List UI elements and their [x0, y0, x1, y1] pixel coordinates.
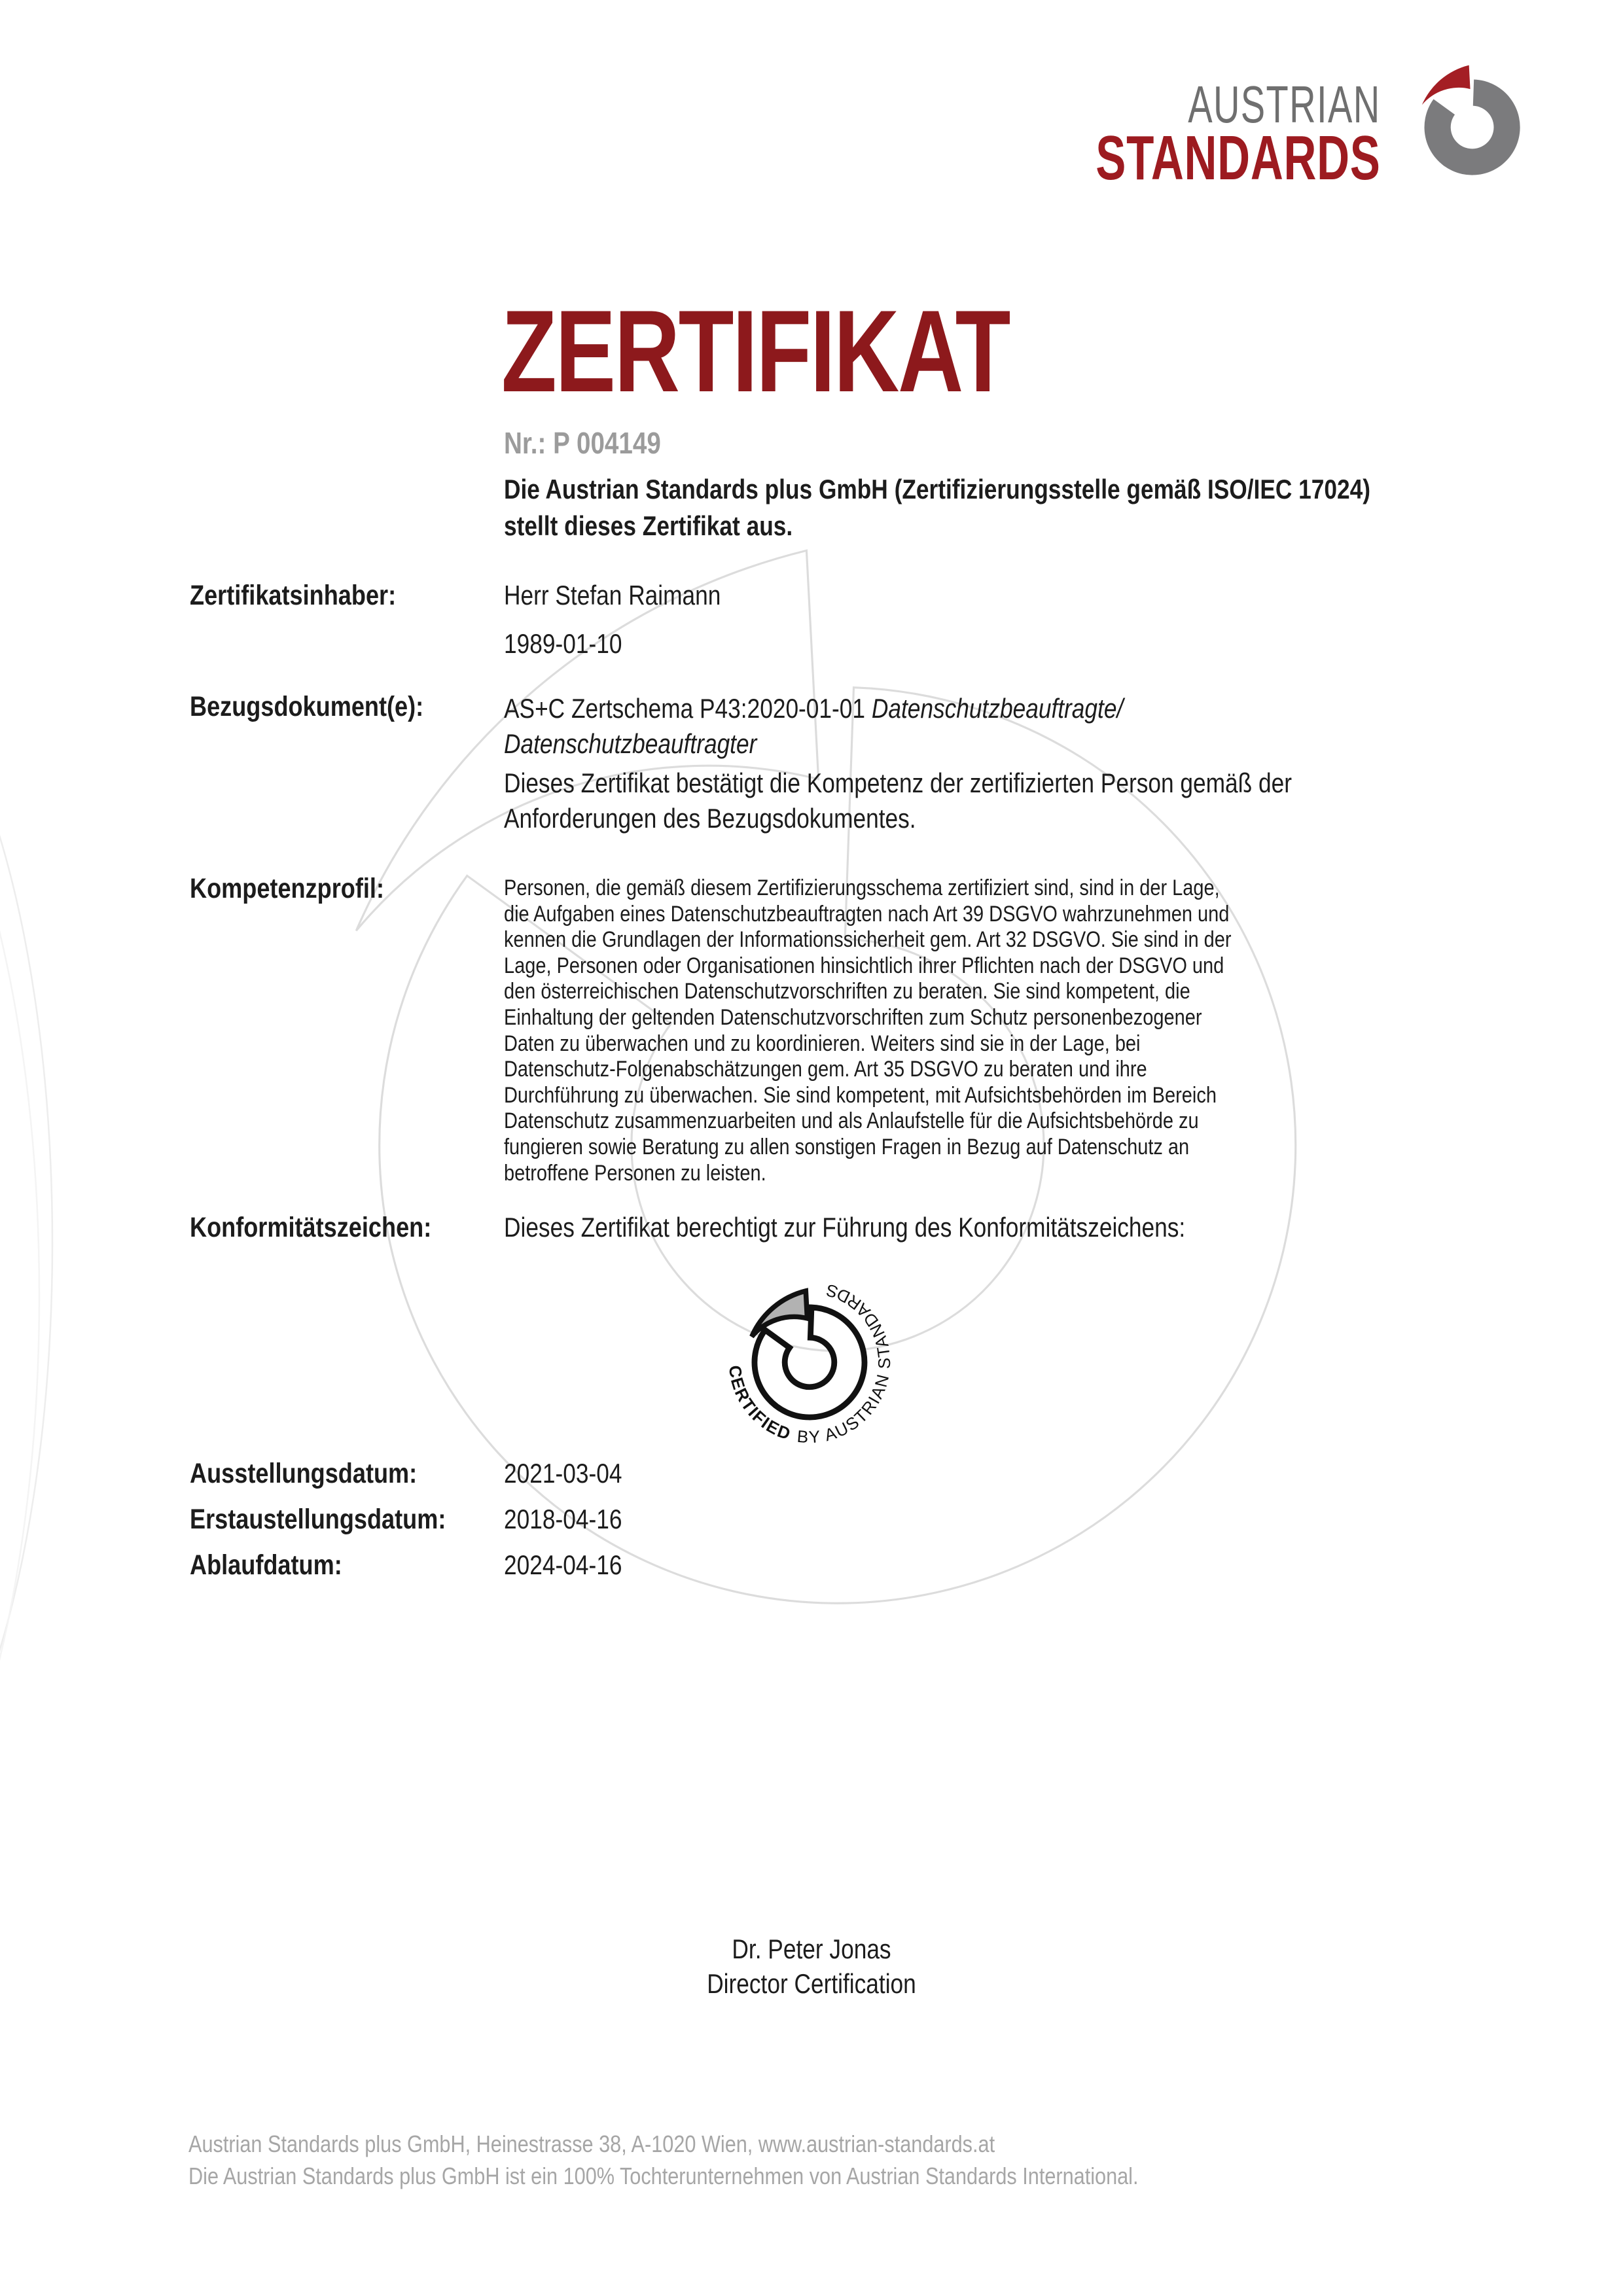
reference-label: Bezugsdokument(e): [190, 691, 424, 722]
logo-swoosh-icon [1422, 65, 1471, 105]
certificate-number: Nr.: P 004149 [504, 426, 661, 460]
reference-code: AS+C Zertschema P43:2020-01-01 [504, 693, 872, 724]
seal-text-certified: CERTIFIED [724, 1364, 794, 1444]
competence-label: Kompetenzprofil: [190, 873, 384, 904]
text-line: kennen die Grundlagen der Informationssicherheit gem. Art 32 DSGVO. Sie sind in der [504, 927, 1232, 953]
text-line: Personen, die gemäß diesem Zertifizierungsschema zertifiziert sind, sind in der Lage, [504, 875, 1220, 900]
logo-word-austrian: AUSTRIAN [1188, 75, 1381, 133]
austrian-standards-logo [985, 69, 1525, 193]
text-line: Daten zu überwachen und zu koordinieren. Weiters sind sie in der Lage, bei [504, 1031, 1141, 1056]
text-line: Durchführung zu überwachen. Sie sind kompetent, mit Aufsichtsbehörden im Bereich [504, 1082, 1217, 1108]
issuer-statement [504, 471, 1370, 544]
text-line: die Aufgaben eines Datenschutzbeauftragten nach Art 39 DSGVO wahrzunehmen und [504, 901, 1230, 927]
conformity-label: Konformitätszeichen: [190, 1212, 432, 1243]
text-line: Die Austrian Standards plus GmbH (Zertifizierungsstelle gemäß ISO/IEC 17024) [504, 474, 1370, 504]
holder-name: Herr Stefan Raimann [504, 580, 721, 610]
text-line: Dieses Zertifikat bestätigt die Kompetenz der zertifizierten Person gemäß der [504, 768, 1292, 798]
edge-watermark-arcs [0, 589, 170, 2094]
holder-birthdate: 1989-01-10 [504, 628, 622, 659]
expiry-date-label: Ablaufdatum: [190, 1549, 342, 1581]
austrian-standards-ring-icon [1400, 60, 1525, 180]
text-line: Austrian Standards plus GmbH, Heinestrasse 38, A-1020 Wien, www.austrian-standards.at [188, 2130, 995, 2157]
text-line: den österreichischen Datenschutzvorschriften zu beraten. Sie sind kompetent, die [504, 979, 1190, 1004]
text-line: Dr. Peter Jonas [732, 1934, 891, 1964]
first-issue-date-label: Erstaustellungsdatum: [190, 1504, 446, 1535]
issue-date-label: Ausstellungsdatum: [190, 1458, 418, 1489]
text-line: Datenschutz zusammenzuarbeiten und als Anlaufstelle für die Aufsichtsbehörde zu [504, 1108, 1199, 1134]
reference-scheme-part1: Datenschutzbeauftragte/ [871, 693, 1124, 724]
text-line: Datenschutz-Folgenabschätzungen gem. Art 35 DSGVO zu beraten und ihre [504, 1057, 1147, 1082]
text-line: Director Certification [707, 1968, 916, 1999]
reference-line-1 [504, 691, 1123, 726]
text-line: Anforderungen des Bezugsdokumentes. [504, 803, 916, 834]
text-line: betroffene Personen zu leisten. [504, 1160, 766, 1186]
seal-swoosh-icon [752, 1291, 808, 1337]
certificate-title: ZERTIFIKAT [501, 286, 1010, 416]
text-line: fungieren sowie Beratung zu allen sonstigen Fragen in Bezug auf Datenschutz an [504, 1134, 1190, 1159]
logo-wordmark [985, 69, 1381, 193]
holder-label: Zertifikatsinhaber: [190, 580, 397, 611]
text-line: stellt dieses Zertifikat aus. [504, 510, 793, 541]
text-line: Einhaltung der geltenden Datenschutzvorschriften zum Schutz personenbezogener [504, 1004, 1202, 1030]
certification-seal [698, 1251, 921, 1474]
conformity-statement: Dieses Zertifikat berechtigt zur Führung des Konformitätszeichens: [504, 1212, 1186, 1243]
text-line: Lage, Personen oder Organisationen hinsichtlich ihrer Pflichten nach der DSGVO und [504, 953, 1224, 978]
competence-profile-text [504, 875, 1232, 1186]
edge-arc-icon [0, 641, 39, 1950]
seal-text-by-austrian-standards: BY AUSTRIAN STANDARDS [796, 1279, 895, 1447]
reference-scheme-part2: Datenschutzbeauftragter [504, 728, 757, 759]
reference-value [504, 691, 1123, 762]
logo-ring-icon [1425, 79, 1520, 175]
first-issue-date-value: 2018-04-16 [504, 1504, 622, 1534]
logo-word-standards: STANDARDS [1096, 123, 1381, 193]
issue-date-value: 2021-03-04 [504, 1458, 622, 1489]
footer [188, 2128, 1139, 2192]
expiry-date-value: 2024-04-16 [504, 1549, 622, 1580]
text-line: Die Austrian Standards plus GmbH ist ein 100% Tochterunternehmen von Austrian Standards International. [188, 2163, 1139, 2189]
edge-arc-icon [0, 622, 52, 1865]
signature-block [647, 1932, 976, 2001]
confirmation-statement [504, 766, 1292, 836]
